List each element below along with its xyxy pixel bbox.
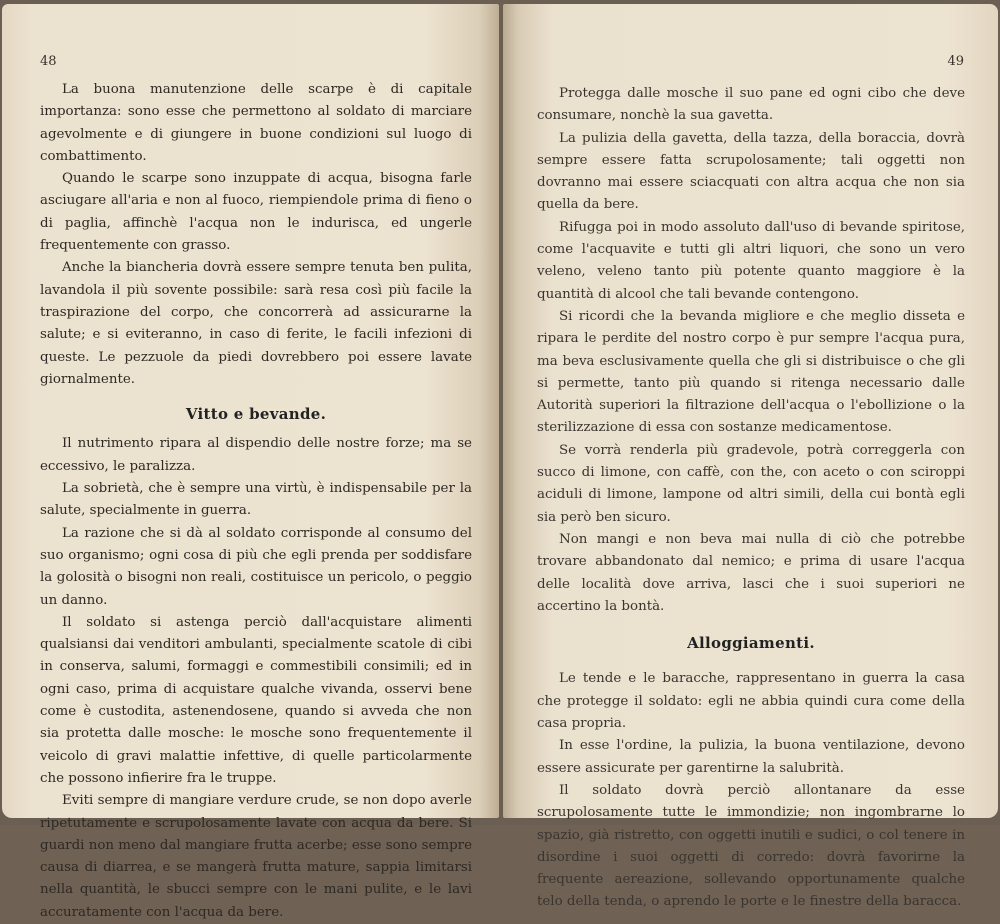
paragraph: Quando le scarpe sono inzuppate di acqua, bisogna farle asciugare all'aria e non al fuoco, riempiendole prima di fieno o di paglia, affinchè l'acqua non le indurisca, ed ungerle frequentemente con grasso. bbox=[40, 171, 472, 254]
paragraph: La razione che si dà al soldato corrisponde al consumo del suo organismo; ogni cosa di più che egli prenda per soddisfare la golosità o bisogni non reali, costituisce un pericolo, o peggio un danno. bbox=[40, 525, 472, 608]
right-page bbox=[503, 4, 998, 910]
page-text bbox=[40, 79, 472, 924]
paragraph: Il nutrimento ripara al dispendio delle nostre forze; ma se eccessivo, le paralizza. bbox=[40, 436, 472, 474]
section-heading: Alloggiamenti. bbox=[687, 634, 815, 653]
paragraph: Il soldato si astenga perciò dall'acquistare alimenti qualsiansi dai venditori ambulanti, specialmente scatole di cibi in conserva, salumi, formaggi e commestibili consimili; ed in ogni caso, prima di acquistare qualche vivanda, osservi bene come è custodita, astenendosene, quando si avveda che non sia protetta dalle mosche: le mosche sono frequentemente il veicolo di gravi malattie infettive, di quelle particolarmente che possono infierire fra le truppe. bbox=[40, 614, 472, 786]
page-number: 49 bbox=[947, 54, 964, 69]
paragraph: Rifugga poi in modo assoluto dall'uso di bevande spiritose, come l'acquavite e tutti gli altri liquori, che sono un vero veleno, veleno tanto più potente quanto maggiore è la quantità di alcool che tali bevande contengono. bbox=[537, 219, 965, 302]
paragraph: Non mangi e non beva mai nulla di ciò che potrebbe trovare abbandonato dal nemico; e prima di usare l'acqua delle località dove arriva, lasci che i suoi superiori ne accertino la bontà. bbox=[537, 531, 965, 614]
paragraph: Si ricordi che la bevanda migliore e che meglio disseta e ripara le perdite del nostro corpo è pur sempre l'acqua pura, ma beva esclusivamente quella che gli si distribuisce o che gli si permette, tanto più quando si ritenga necessario dalle Autorità superiori la filtrazione dell'acqua o l'ebollizione o la sterilizzazione di essa con sostanze medicamentose. bbox=[537, 308, 965, 436]
paragraph: Protegga dalle mosche il suo pane ed ogni cibo che deve consumare, nonchè la sua gavetta. bbox=[537, 86, 965, 124]
paragraph: Se vorrà renderla più gradevole, potrà correggerla con succo di limone, con caffè, con the, con aceto o con sciroppi aciduli di limone, lampone od altri simili, della cui bontà egli sia però ben sicuro. bbox=[537, 442, 965, 525]
page-text bbox=[537, 83, 965, 914]
page-number: 48 bbox=[40, 54, 57, 69]
left-page bbox=[2, 4, 499, 920]
paragraph: In esse l'ordine, la pulizia, la buona ventilazione, devono essere assicurate per garentirne la salubrità. bbox=[537, 738, 965, 776]
paragraph: La buona manutenzione delle scarpe è di capitale importanza: sono esse che permettono al soldato di marciare agevolmente e di giungere in buone condizioni sul luogo di combattimento. bbox=[40, 82, 472, 164]
section-heading: Vitto e bevande. bbox=[185, 405, 327, 424]
paragraph: Il soldato dovrà perciò allontanare da esse scrupolosamente tutte le immondizie; non ingombrarne lo spazio, già ristretto, con oggetti inutili e sudici, o col tenere in disordine i suoi oggetti di corredo: dovrà favorirne la frequente aereazione, sollevando opportunamente qualche telo della tenda, o aprendo le porte e le finestre della baracca. bbox=[537, 782, 965, 910]
paragraph: Eviti sempre di mangiare verdure crude, se non dopo averle ripetutamente e scrupolosamente lavate con acqua da bere. Si guardi non meno dal mangiare frutta acerbe; esse sono sempre causa di diarrea, e se mangerà frutta mature, sappia limitarsi nella quantità, le sbucci sempre con le mani pulite, e le lavi accuratamente con l'acqua da bere. bbox=[40, 793, 472, 920]
paragraph: Le tende e le baracche, rappresentano in guerra la casa che protegge il soldato: egli ne abbia quindi cura come della casa propria. bbox=[537, 671, 965, 732]
paragraph: La pulizia della gavetta, della tazza, della boraccia, dovrà sempre essere fatta scrupolosamente; tali oggetti non dovranno mai essere sciacquati con altra acqua che non sia quella da bere. bbox=[537, 130, 965, 213]
paragraph: La sobrietà, che è sempre una virtù, è indispensabile per la salute, specialmente in guerra. bbox=[40, 481, 472, 519]
paragraph: Anche la biancheria dovrà essere sempre tenuta ben pulita, lavandola il più sovente possibile: sarà resa così più facile la traspirazione del corpo, che concorrerà ad assicurarne la salute; e si eviteranno, in caso di ferite, le facili infezioni di queste. Le pezzuole da piedi dovrebbero poi essere lavate giornalmente. bbox=[40, 260, 472, 387]
